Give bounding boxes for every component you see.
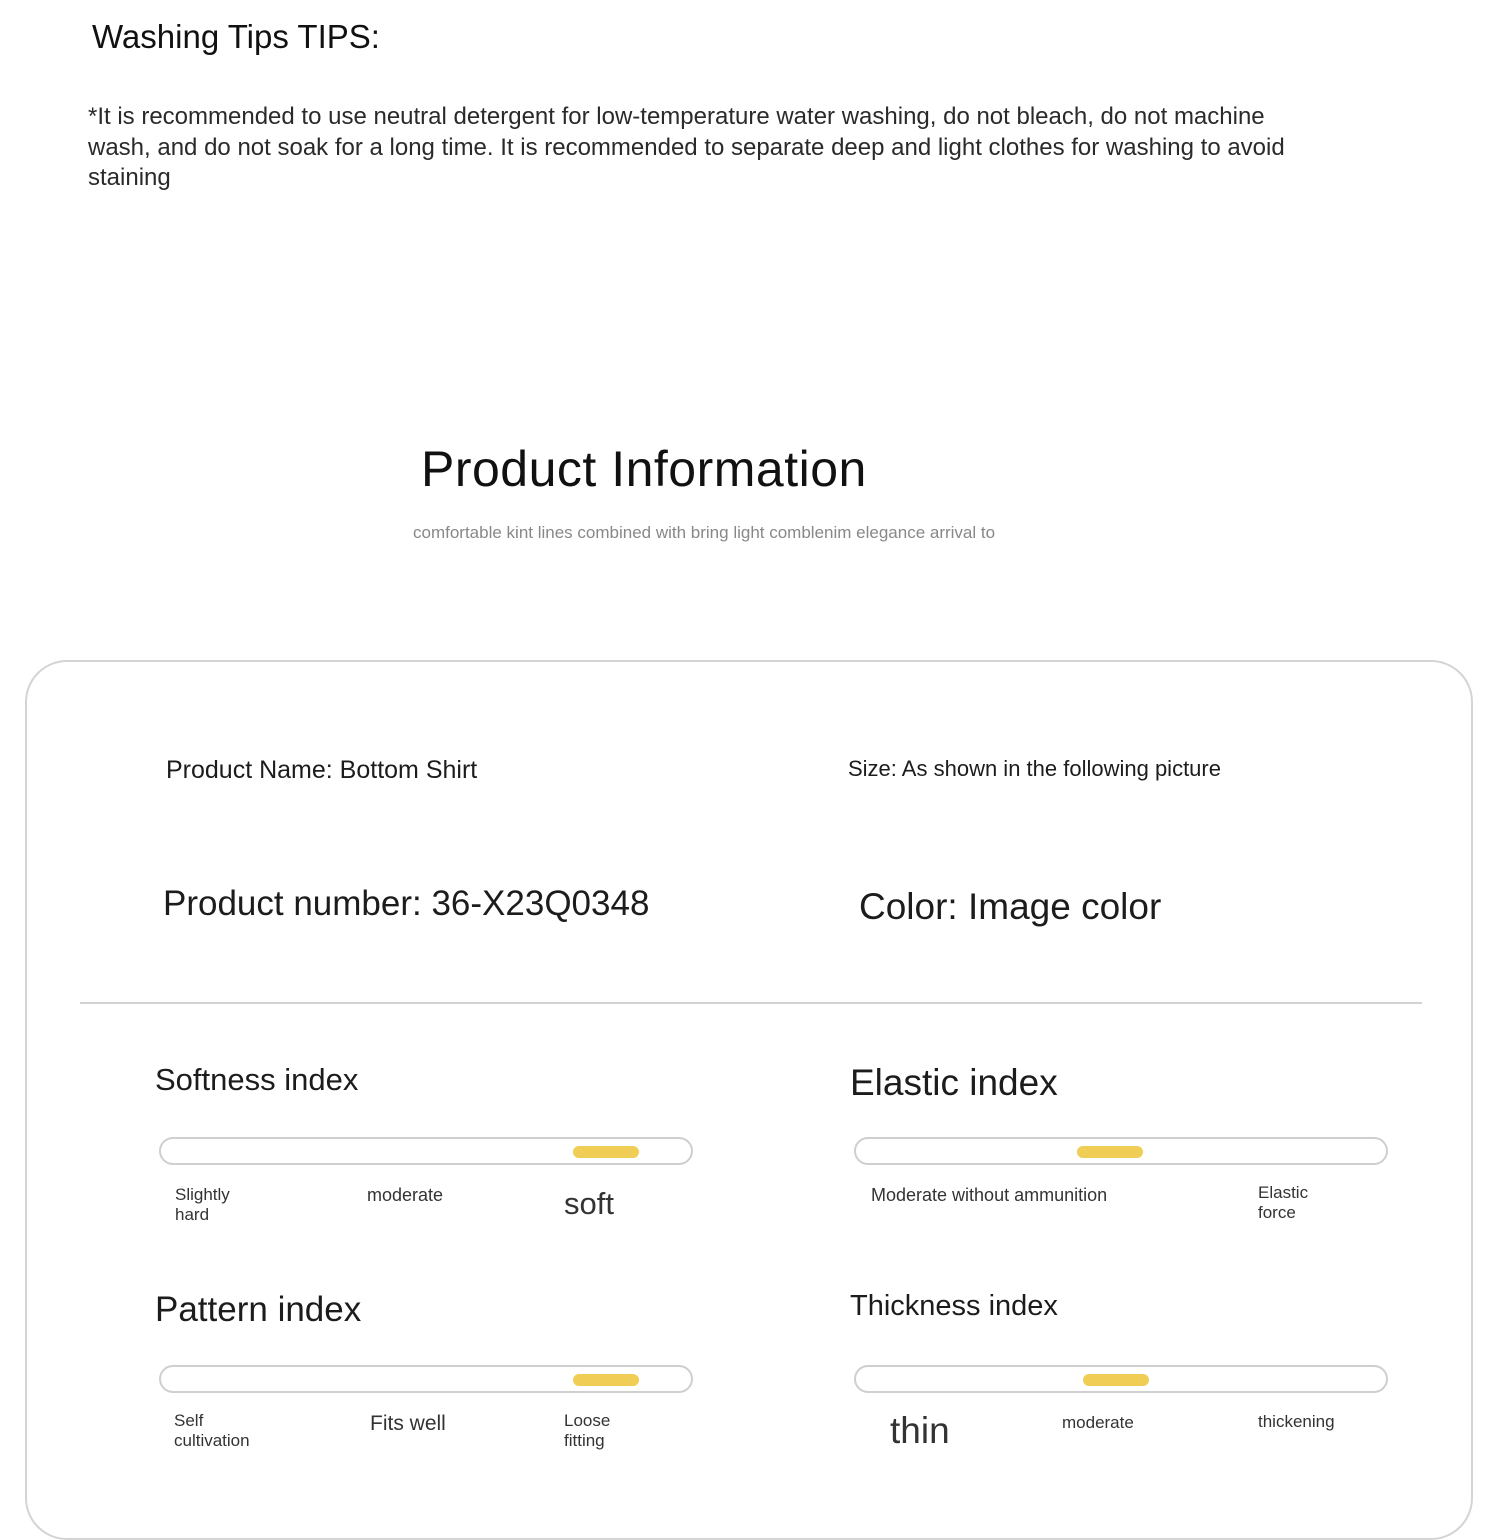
pattern-index-bar — [159, 1365, 693, 1393]
thickness-label-moderate: moderate — [1062, 1413, 1134, 1432]
thickness-index-marker — [1083, 1374, 1149, 1386]
softness-label-moderate: moderate — [367, 1185, 444, 1205]
product-info-title: Product Information — [421, 441, 867, 497]
softness-label-slightly-hard — [175, 1185, 230, 1225]
elastic-label-line: Elastic — [1258, 1183, 1309, 1202]
softness-label-line: Slightly — [175, 1185, 230, 1204]
elastic-index-bar — [854, 1137, 1388, 1165]
product-name-field: Product Name: Bottom Shirt — [166, 756, 478, 784]
product-number-field: Product number: 36-X23Q0348 — [163, 884, 650, 923]
softness-index-marker — [573, 1146, 639, 1158]
pattern-label-line: fitting — [564, 1431, 605, 1450]
elastic-label-elastic-force — [1258, 1183, 1308, 1223]
card-divider — [80, 1002, 1422, 1004]
pattern-label-fits-well: Fits well — [370, 1412, 446, 1435]
pattern-label-line: cultivation — [174, 1431, 250, 1450]
pattern-label-line: Self — [174, 1411, 204, 1430]
thickness-label-thickening: thickening — [1258, 1412, 1335, 1431]
product-info-subtitle: comfortable kint lines combined with bring light comblenim elegance arrival to — [413, 523, 996, 542]
pattern-label-self-cultivation — [174, 1411, 250, 1451]
elastic-index-title: Elastic index — [850, 1062, 1058, 1103]
pattern-index-title: Pattern index — [155, 1290, 362, 1329]
pattern-label-loose-fitting — [564, 1411, 610, 1451]
product-info-card — [25, 660, 1473, 1540]
pattern-label-line: Loose — [564, 1411, 611, 1430]
softness-index-title: Softness index — [155, 1062, 359, 1097]
product-color-field: Color: Image color — [859, 886, 1162, 927]
thickness-label-thin: thin — [890, 1410, 950, 1451]
product-size-field: Size: As shown in the following picture — [848, 756, 1221, 781]
elastic-label-moderate: Moderate without ammunition — [871, 1185, 1108, 1205]
washing-tips-title: Washing Tips TIPS: — [92, 18, 380, 55]
softness-label-line: hard — [175, 1205, 210, 1224]
pattern-index-marker — [573, 1374, 639, 1386]
thickness-index-title: Thickness index — [850, 1290, 1058, 1322]
elastic-index-marker — [1077, 1146, 1143, 1158]
elastic-label-line: force — [1258, 1203, 1296, 1222]
softness-label-soft: soft — [564, 1186, 614, 1221]
softness-index-bar — [159, 1137, 693, 1165]
washing-tips-text: *It is recommended to use neutral detergent for low-temperature water washing, do not bleach, do not machine wash, and do not soak for a long time. It is recommended to separate deep and light clothes for washing to avoid staining — [88, 103, 1285, 191]
thickness-index-bar — [854, 1365, 1388, 1393]
